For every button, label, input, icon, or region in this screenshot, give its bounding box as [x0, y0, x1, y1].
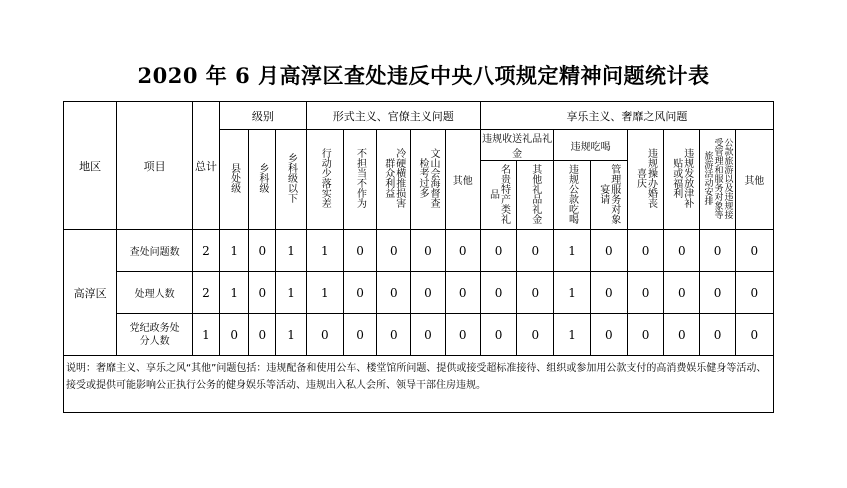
row-item: 查处问题数 [117, 230, 193, 272]
cell: 0 [377, 230, 411, 272]
table-note: 说明：奢靡主义、享乐之风“其他”问题包括：违规配备和使用公车、楼堂馆所问题、提供或接受超标准接待、组织或参加用公款支付的高消费娱乐健身等活动、接受或提供可能影响公正执行公务的健身娱乐等活动、违规出入私人会所、领导干部住房违规。 [64, 356, 774, 413]
page-title: 2020 年 6 月高淳区查处违反中央八项规定精神问题统计表 [137, 63, 710, 88]
cell: 0 [517, 272, 554, 314]
header-dining-1: 违规公款吃喝 [566, 163, 578, 224]
header-formalism-2: 不担当不作为 [354, 148, 366, 208]
cell: 0 [627, 230, 663, 272]
header-level-county: 县处级 [228, 163, 240, 193]
cell: 0 [480, 314, 516, 356]
region-cell: 高淳区 [64, 230, 117, 356]
header-dining-2: 管理服务对象宴请 [597, 163, 620, 224]
cell: 0 [343, 230, 376, 272]
cell: 1 [306, 230, 343, 272]
cell: 0 [664, 314, 700, 356]
cell: 1 [554, 230, 590, 272]
row-item: 处理人数 [117, 272, 193, 314]
header-hedonism-1: 违规操办婚丧喜庆 [634, 148, 657, 208]
cell: 0 [411, 230, 445, 272]
cell: 0 [735, 272, 773, 314]
cell: 0 [517, 230, 554, 272]
cell: 0 [377, 314, 411, 356]
cell: 0 [700, 230, 735, 272]
cell: 0 [445, 230, 480, 272]
cell: 0 [590, 314, 627, 356]
cell: 0 [735, 230, 773, 272]
cell: 0 [411, 272, 445, 314]
header-hedonism-2: 违规发放津补贴或福利 [670, 148, 693, 208]
cell: 2 [192, 230, 219, 272]
header-formalism-1: 行动少落实差 [319, 148, 331, 208]
cell: 0 [735, 314, 773, 356]
cell: 0 [700, 314, 735, 356]
cell: 0 [306, 314, 343, 356]
cell: 1 [220, 272, 249, 314]
table-row [64, 314, 774, 356]
cell: 0 [664, 272, 700, 314]
cell: 1 [220, 230, 249, 272]
header-hedonism: 享乐主义、奢靡之风问题 [480, 102, 773, 130]
cell: 0 [480, 272, 516, 314]
cell: 0 [627, 314, 663, 356]
cell: 1 [276, 314, 306, 356]
header-hedonism-3: 公款旅游以及违规接受管理和服务对象等旅游活动安排 [702, 137, 733, 219]
header-total: 总计 [192, 102, 219, 230]
cell: 1 [192, 314, 219, 356]
cell: 0 [627, 272, 663, 314]
cell: 1 [554, 314, 590, 356]
cell: 0 [590, 272, 627, 314]
table-row [64, 272, 774, 314]
cell: 0 [590, 230, 627, 272]
header-region: 地区 [64, 102, 117, 230]
cell: 1 [554, 272, 590, 314]
cell: 0 [480, 230, 516, 272]
row-item: 党纪政务处分人数 [117, 314, 193, 356]
cell: 0 [445, 272, 480, 314]
header-hedonism-other: 其他 [735, 130, 773, 230]
cell: 0 [343, 314, 376, 356]
header-gift-2: 其他礼品礼金 [529, 163, 541, 224]
header-formalism-4: 文山会海督查检考过多 [416, 148, 439, 208]
cell: 0 [700, 272, 735, 314]
cell: 0 [249, 230, 276, 272]
header-gift-1: 名贵特产类礼品 [487, 163, 510, 224]
cell: 1 [306, 272, 343, 314]
header-formalism: 形式主义、官僚主义问题 [306, 102, 480, 130]
header-level-township: 乡科级 [256, 163, 268, 193]
cell: 1 [276, 230, 306, 272]
cell: 2 [192, 272, 219, 314]
cell: 0 [377, 272, 411, 314]
header-item: 项目 [117, 102, 193, 230]
header-formalism-3: 冷硬横推损害群众利益 [382, 148, 405, 208]
cell: 0 [517, 314, 554, 356]
cell: 0 [220, 314, 249, 356]
cell: 1 [276, 272, 306, 314]
cell: 0 [343, 272, 376, 314]
header-level-below: 乡科级以下 [285, 153, 297, 203]
cell: 0 [445, 314, 480, 356]
header-level: 级别 [220, 102, 307, 130]
statistics-table [63, 101, 774, 413]
cell: 0 [249, 272, 276, 314]
cell: 0 [411, 314, 445, 356]
header-dining-group: 违规吃喝 [554, 130, 628, 161]
header-formalism-other: 其他 [445, 130, 480, 230]
cell: 0 [664, 230, 700, 272]
cell: 0 [249, 314, 276, 356]
table-row [64, 230, 774, 272]
header-gift-group: 违规收送礼品礼金 [480, 130, 554, 161]
